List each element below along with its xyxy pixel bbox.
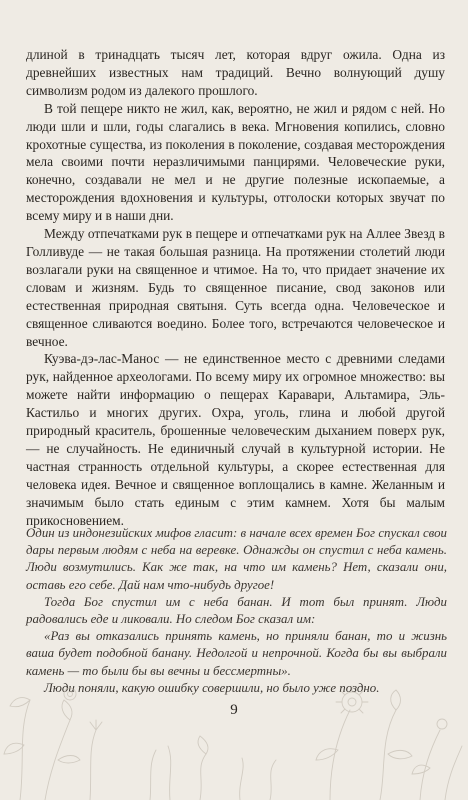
botanical-illustration [0,650,468,800]
myth-paragraph-2: Тогда Бог спустил им с неба банан. И тот был принят. Люди радовались еде и ликовали. Но следом Бог сказал им: [26,594,447,627]
paragraph-cueva: Куэва-дэ-лас-Манос — не единственное место с древними следами рук, найденное археологами. По всему миру их огромное множество: вы можете найти информацию о пещерах Каравари, Альтамира, Эль-Кастильо и многих других. Охра, уголь, глина и любой другой природный краситель, брошенные человеческим дыханием поверх рук, — не случайность. Не единичный случай в культурной истории. Не частная странность отдельной культуры, а скорее естественная для человека идея. Вечное и священное воплощались в камне. Желанным и значимым было стать единым с этим камнем. Хотя бы малым прикосновением. [26,351,445,528]
page-number: 9 [230,702,238,718]
myth-paragraph-1: Один из индонезийских мифов гласит: в начале всех времен Бог спускал свои дары первым людям с неба на веревке. Однажды он спустил с неба камень. Люди возмутились. Как же так, на что им камень? Нет, сказали они, оставь его себе. Дай нам что-нибудь другое! [26,526,447,592]
paragraph-cave: В той пещере никто не жил, как, вероятно, не жил и рядом с ней. Но люди шли и шли, годы слагались в века. Мгновения копились, словно крохотные существа, из поколения в поколение, создавая месторождения мела своими почти неразличимыми панцирями. Человеческие руки, конечно, создавали не мел и не другие полезные ископаемые, а месторождения вдохновения и культуры, отголоски которых звучат по всему миру и в наши дни. [26,100,445,224]
myth-quote: «Раз вы отказались принять камень, но приняли банан, то и жизнь ваша будет подобной банану. Недолгой и непрочной. Когда бы вы выбрали камень — то были бы вы вечны и бессмертны». [26,629,447,678]
paragraph-continuation: длиной в тринадцать тысяч лет, которая вдруг ожила. Одна из древнейших известных нам традиций. Вечно волнующий душу символизм родом из далекого прошлого. [26,47,445,98]
myth-paragraph-4: Люди поняли, какую ошибку совершили, но было уже поздно. [44,680,380,695]
paragraph-handprints: Между отпечатками рук в пещере и отпечатками рук на Аллее Звезд в Голливуде — не такая большая разница. На протяжении столетий люди возлагали руки на священное и чтимое. На то, что придает значение их словам и жизням. Будь то священное писание, свод законов или естественная природная святыня. Суть всегда одна. Человеческое и священное сливаются воедино. Более того, встречаются человеческое и вечное. [26,226,445,349]
main-text [26,46,445,529]
